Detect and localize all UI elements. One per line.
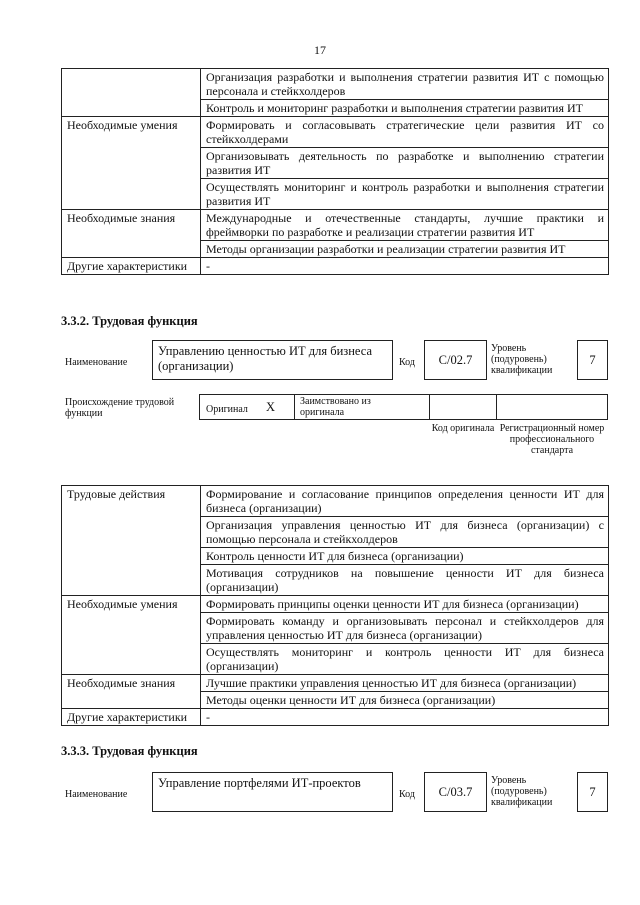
function-name-value: Управлению ценностью ИТ для бизнеса (организации) bbox=[158, 344, 373, 373]
row-label: Необходимые знания bbox=[62, 210, 201, 258]
row-label: Необходимые знания bbox=[62, 675, 201, 709]
table-row bbox=[62, 210, 609, 241]
code-label-3: Код bbox=[399, 789, 415, 800]
level-box bbox=[577, 340, 608, 380]
row-label bbox=[62, 69, 201, 117]
row-item: Организовывать деятельность по разработке и выполнению стратегии развития ИТ bbox=[201, 148, 609, 179]
row-item: Формировать команду и организовывать персонал и стейкхолдеров для управления ценностью ИТ для бизнеса (организации) bbox=[201, 613, 609, 644]
function-name-box-3 bbox=[152, 772, 393, 812]
code-original-label: Код оригинала bbox=[431, 423, 495, 434]
level-value: 7 bbox=[589, 353, 596, 367]
origin-label: Происхождение трудовой функции bbox=[65, 397, 175, 419]
row-item: Контроль ценности ИТ для бизнеса (организации) bbox=[201, 548, 609, 565]
table-row bbox=[62, 117, 609, 148]
row-item: Организация разработки и выполнения стратегии развития ИТ с помощью персонала и стейкхолдеров bbox=[201, 69, 609, 100]
name-label: Наименование bbox=[65, 357, 128, 368]
borrowed-label: Заимствовано из оригинала bbox=[300, 396, 371, 418]
row-label: Другие характеристики bbox=[62, 709, 201, 726]
section-title-332: 3.3.2. Трудовая функция bbox=[61, 314, 198, 328]
code-box bbox=[424, 340, 487, 380]
origin-row bbox=[199, 394, 608, 420]
table-row bbox=[62, 675, 609, 692]
row-item: Организация управления ценностью ИТ для бизнеса (организации) с помощью персонала и стейкхолдеров bbox=[201, 517, 609, 548]
table-row bbox=[62, 69, 609, 100]
code-box-3 bbox=[424, 772, 487, 812]
section-title-333: 3.3.3. Трудовая функция bbox=[61, 744, 198, 758]
row-item: Формировать принципы оценки ценности ИТ для бизнеса (организации) bbox=[201, 596, 609, 613]
table-row bbox=[62, 709, 609, 726]
row-item: Осуществлять мониторинг и контроль ценности ИТ для бизнеса (организации) bbox=[201, 644, 609, 675]
code-value-3: C/03.7 bbox=[438, 785, 473, 799]
level-value-3: 7 bbox=[589, 785, 596, 799]
row-label: Трудовые действия bbox=[62, 486, 201, 596]
row-item: Контроль и мониторинг разработки и выполнения стратегии развития ИТ bbox=[201, 100, 609, 117]
table-row bbox=[62, 486, 609, 517]
table-row bbox=[62, 596, 609, 613]
row-item: Международные и отечественные стандарты, лучшие практики и фреймворки по разработке и реализации стратегии развития ИТ bbox=[201, 210, 609, 241]
row-item: Формирование и согласование принципов определения ценности ИТ для бизнеса (организации) bbox=[201, 486, 609, 517]
row-item: Осуществлять мониторинг и контроль разработки и выполнения стратегии развития ИТ bbox=[201, 179, 609, 210]
row-label: Необходимые умения bbox=[62, 596, 201, 675]
row-item: Методы организации разработки и реализации стратегии развития ИТ bbox=[201, 241, 609, 258]
original-label: Оригинал bbox=[206, 404, 248, 415]
row-item: Методы оценки ценности ИТ для бизнеса (организации) bbox=[201, 692, 609, 709]
table-row bbox=[62, 258, 609, 275]
original-mark: X bbox=[266, 400, 276, 414]
function-name-box bbox=[152, 340, 393, 380]
table-skills-knowledge-2 bbox=[61, 485, 609, 726]
row-item: Формировать и согласовывать стратегические цели развития ИТ со стейкхолдерами bbox=[201, 117, 609, 148]
table-skills-knowledge-1 bbox=[61, 68, 609, 275]
row-item: Мотивация сотрудников на повышение ценности ИТ для бизнеса (организации) bbox=[201, 565, 609, 596]
row-item: Лучшие практики управления ценностью ИТ для бизнеса (организации) bbox=[201, 675, 609, 692]
code-label: Код bbox=[399, 357, 415, 368]
code-value: C/02.7 bbox=[438, 353, 473, 367]
level-label: Уровень (подуровень) квалификации bbox=[491, 343, 553, 376]
function-name-value-3: Управление портфелями ИТ-проектов bbox=[158, 776, 361, 790]
row-label: Необходимые умения bbox=[62, 117, 201, 210]
level-label-3: Уровень (подуровень) квалификации bbox=[491, 775, 553, 808]
row-item: - bbox=[201, 258, 609, 275]
row-item: - bbox=[201, 709, 609, 726]
level-box-3 bbox=[577, 772, 608, 812]
page-number: 17 bbox=[314, 43, 326, 57]
registration-number-label: Регистрационный номер профессионального стандарта bbox=[499, 423, 605, 456]
row-label: Другие характеристики bbox=[62, 258, 201, 275]
name-label-3: Наименование bbox=[65, 789, 128, 800]
